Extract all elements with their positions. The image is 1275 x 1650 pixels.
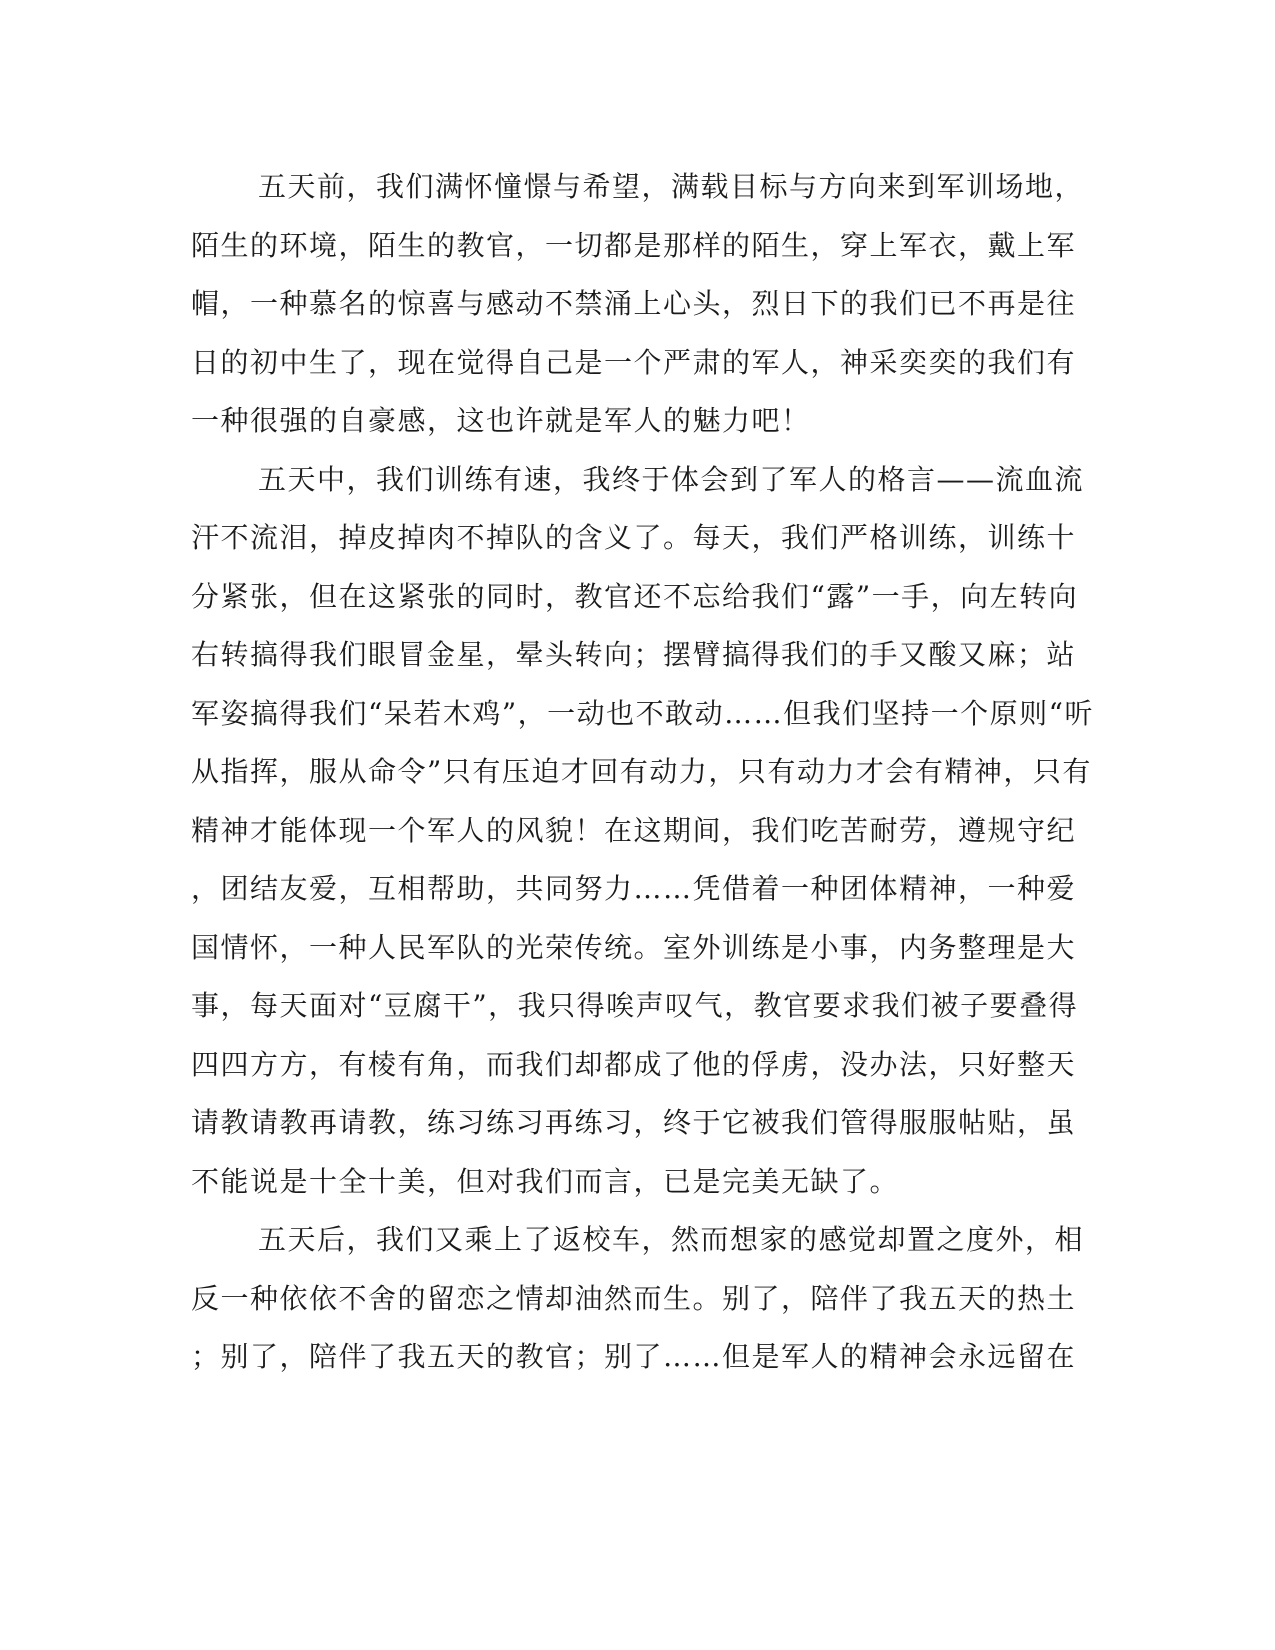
text-line: 五天中，我们训练有速，我终于体会到了军人的格言——流血流 <box>258 462 1085 496</box>
text-line: 精神才能体现一个军人的风貌！在这期间，我们吃苦耐劳，遵规守纪 <box>191 813 1077 847</box>
text-line: 从指挥，服从命令”只有压迫才回有动力，只有动力才会有精神，只有 <box>191 755 1092 788</box>
text-line: 日的初中生了，现在觉得自己是一个严肃的军人，神采奕奕的我们有 <box>191 345 1077 379</box>
paragraph-1 <box>191 158 1091 451</box>
text-line: 国情怀，一种人民军队的光荣传统。室外训练是小事，内务整理是大 <box>191 930 1077 964</box>
text-line: 四四方方，有棱有角，而我们却都成了他的俘虏，没办法，只好整天 <box>191 1047 1077 1081</box>
text-line: 陌生的环境，陌生的教官，一切都是那样的陌生，穿上军衣，戴上军 <box>191 228 1077 262</box>
text-line: 右转搞得我们眼冒金星，晕头转向；摆臂搞得我们的手又酸又麻；站 <box>191 638 1077 671</box>
text-line: ；别了，陪伴了我五天的教官；别了……但是军人的精神会永远留在 <box>191 1340 1077 1373</box>
paragraph-2 <box>191 451 1094 1212</box>
paragraph-3 <box>191 1211 1091 1387</box>
text-line: 五天后，我们又乘上了返校车，然而想家的感觉却置之度外，相 <box>258 1223 1085 1256</box>
text-line: ，团结友爱，互相帮助，共同努力……凭借着一种团体精神，一种爱 <box>191 872 1077 905</box>
text-line: 事，每天面对“豆腐干”，我只得唉声叹气，教官要求我们被子要叠得 <box>191 989 1079 1022</box>
text-line: 一种很强的自豪感，这也许就是军人的魅力吧！ <box>191 404 811 437</box>
text-line: 分紧张，但在这紧张的同时，教官还不忘给我们“露”一手，向左转向 <box>191 579 1079 613</box>
text-line: 军姿搞得我们“呆若木鸡”，一动也不敢动……但我们坚持一个原则“听 <box>191 696 1094 730</box>
text-line: 帽，一种慕名的惊喜与感动不禁涌上心头，烈日下的我们已不再是往 <box>191 287 1077 320</box>
text-line: 五天前，我们满怀憧憬与希望，满载目标与方向来到军训场地， <box>258 170 1085 203</box>
text-line: 不能说是十全十美，但对我们而言，已是完美无缺了。 <box>191 1164 900 1198</box>
text-line: 请教请教再请教，练习练习再练习，终于它被我们管得服服帖贴，虽 <box>191 1106 1077 1139</box>
text-line: 汗不流泪，掉皮掉肉不掉队的含义了。每天，我们严格训练，训练十 <box>191 521 1077 554</box>
body-text <box>191 158 1094 1387</box>
text-line: 反一种依依不舍的留恋之情却油然而生。别了，陪伴了我五天的热土 <box>191 1281 1077 1315</box>
